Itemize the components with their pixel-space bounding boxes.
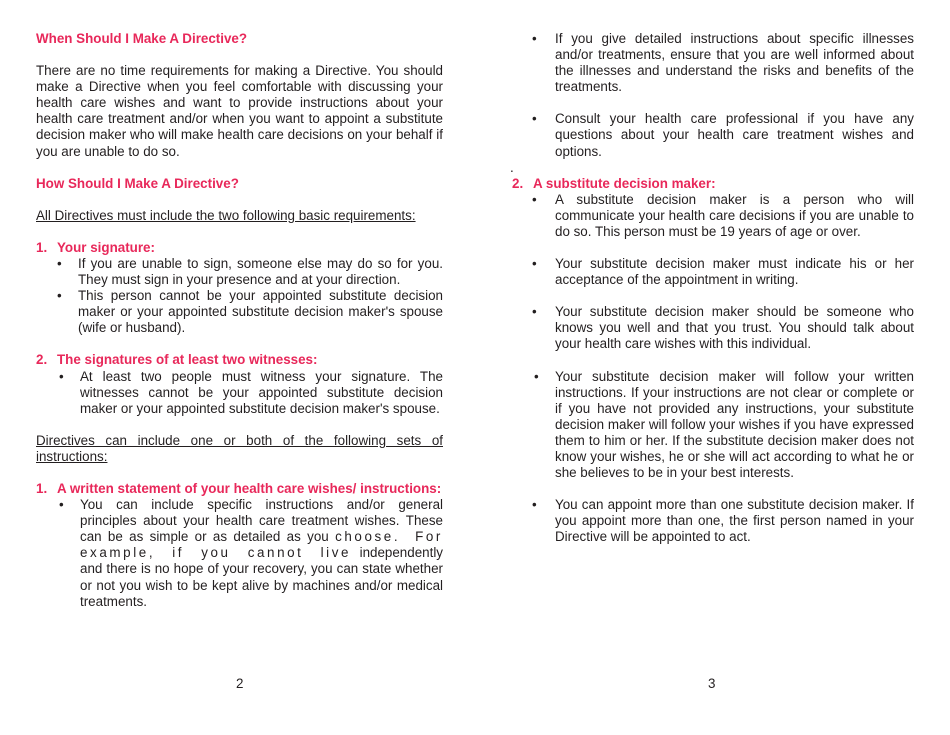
list-item-text-c: independently and there is no hope of your recovery, you can state whether or not you wish to be kept alive by machines and/or medical treatments. [80, 545, 443, 609]
list-item [36, 288, 443, 336]
requirement-2-heading [36, 352, 443, 368]
bullet-icon: • [59, 497, 64, 513]
list-item-text: This person cannot be your appointed substitute decision maker or your appointed substitute decision maker's spouse (wife or husband). [78, 288, 443, 336]
page-number-right: 3 [708, 676, 716, 691]
list-item [512, 111, 914, 159]
substitute-number: 2. [512, 175, 524, 191]
bullet-icon: • [532, 256, 537, 272]
top-list-2 [512, 111, 914, 159]
requirement-2-list [36, 369, 443, 417]
left-page-content [36, 31, 443, 610]
bullet-icon: • [532, 191, 537, 207]
substitute-list [512, 192, 914, 240]
bullet-icon: • [59, 368, 64, 384]
bullet-icon: • [57, 255, 62, 271]
list-item-text: At least two people must witness your signature. The witnesses cannot be your appointed substitute decision maker or your appointed substitute decision maker's spouse. [80, 368, 443, 416]
instruction-1-list [36, 497, 443, 610]
list-item [512, 497, 914, 545]
list-item-text: Your substitute decision maker must indicate his or her acceptance of the appointment in writing. [555, 256, 914, 288]
substitute-heading [512, 176, 914, 192]
substitute-list-5 [512, 497, 914, 545]
list-item [36, 256, 443, 288]
requirement-1-title: Your signature: [57, 239, 155, 255]
top-list [512, 31, 914, 95]
bullet-icon: • [532, 497, 537, 513]
bullet-icon: • [532, 111, 537, 127]
list-item-text: Your substitute decision maker should be someone who knows you well and that you trust. You should talk about your health care wishes with this individual. [555, 304, 914, 352]
right-page [512, 0, 914, 735]
list-item-text [80, 497, 443, 610]
when-heading: When Should I Make A Directive? [36, 31, 248, 46]
list-item [512, 369, 914, 482]
requirement-1-number: 1. [36, 239, 48, 255]
requirement-1-list [36, 256, 443, 336]
bullet-icon: • [532, 31, 537, 46]
instruction-1-number: 1. [36, 480, 48, 496]
left-page [36, 0, 443, 735]
requirement-2-title: The signatures of at least two witnesses: [57, 352, 318, 368]
list-item [36, 497, 443, 610]
list-item-text: If you are unable to sign, someone else may do so for you. They must sign in your presence and at your direction. [78, 255, 443, 288]
list-item [512, 256, 914, 288]
list-item-text: If you give detailed instructions about specific illnesses and/or treatments, ensure that you are well informed about the illnesses and understand the risks and benefits of the treatments. [555, 31, 914, 95]
list-item [512, 192, 914, 240]
list-item-text: A substitute decision maker is a person who will communicate your health care decisions if you are unable to do so. This person must be 19 years of age or over. [555, 191, 914, 239]
requirement-1-heading [36, 240, 443, 256]
instruction-1-heading [36, 481, 443, 497]
list-item-text-b: choose. For example, if you cannot live [80, 529, 443, 561]
instructions-intro: Directives can include one or both of the following sets of instructions: [36, 432, 443, 464]
list-item-text-a: You can include specific instructions and/or general principles about your health care treatment wishes. These can be as simple or as detailed as you [80, 497, 443, 545]
substitute-list-2 [512, 256, 914, 288]
right-page-content [512, 31, 914, 545]
list-item [512, 31, 914, 95]
list-item [36, 369, 443, 417]
bullet-icon: • [534, 368, 539, 384]
stray-dot: . [510, 159, 514, 175]
when-paragraph: There are no time requirements for making a Directive. You should make a Directive when you feel comfortable with discussing your health care wishes and want to provide instructions about your health care treatment and/or when you want to appoint a substitute decision maker who will make health care decisions on your behalf if you are unable to do so. [36, 63, 443, 159]
list-item-text: You can appoint more than one substitute decision maker. If you appoint more than one, the first person named in your Directive will be appointed to act. [555, 497, 914, 545]
substitute-list-4 [512, 369, 914, 482]
page-number-left: 2 [236, 676, 244, 691]
bullet-icon: • [57, 288, 62, 304]
substitute-list-3 [512, 304, 914, 352]
how-heading: How Should I Make A Directive? [36, 175, 239, 191]
requirement-2-number: 2. [36, 352, 48, 368]
substitute-title: A substitute decision maker: [533, 175, 716, 191]
bullet-icon: • [532, 304, 537, 320]
list-item-text: Consult your health care professional if you have any questions about your health care treatment wishes and options. [555, 111, 914, 159]
list-item-text: Your substitute decision maker will follow your written instructions. If your instructions are not clear or complete or if you have not provided any instructions, your substitute decision maker will follow your wishes if you have expressed them to him or her. If the substitute decision maker does not know your wishes, he or she will act according to what he or she believes to be in your best interests. [555, 368, 914, 481]
list-item [512, 304, 914, 352]
requirements-intro: All Directives must include the two following basic requirements: [36, 207, 416, 223]
instruction-1-title: A written statement of your health care wishes/ instructions: [57, 480, 442, 496]
